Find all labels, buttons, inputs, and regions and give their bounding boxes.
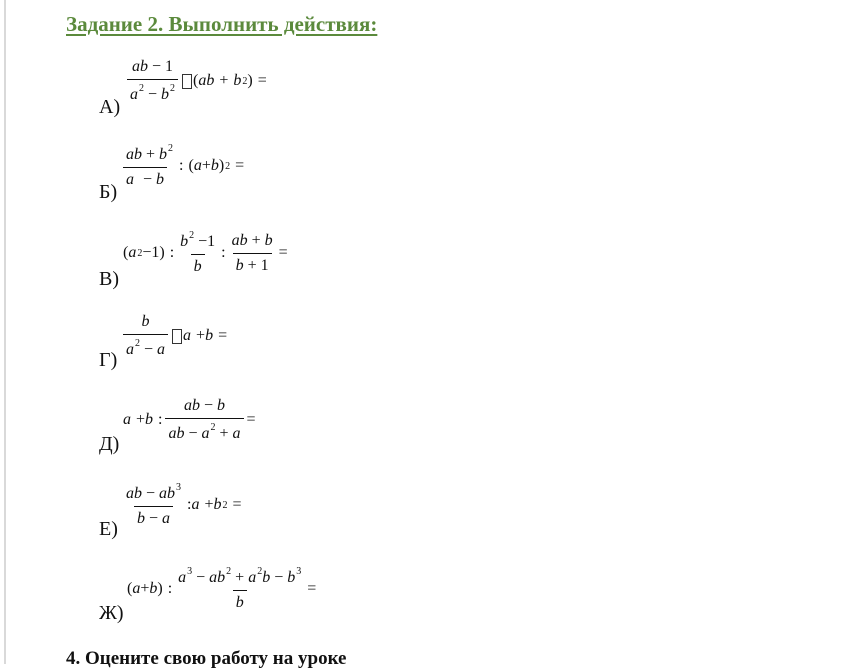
problem-zh — [0, 566, 864, 646]
fraction: $\frac{ab - ab^3}{b - a}$ — [126, 482, 182, 527]
fraction: $\frac{ab - b}{ab - a^2 + a}$ — [165, 397, 243, 443]
expression-e: $\frac{ab - ab^3}{b - a}$ : a + b 2 = — [120, 482, 242, 528]
next-section-heading: 4. Оцените свою работу на уроке — [66, 648, 347, 669]
expression-g: $\frac{b}{a^2 - a}$ a + b = — [120, 313, 227, 359]
fraction: $\frac{b}{a^2 - a}$ — [123, 313, 168, 359]
fraction: $\frac{ab - 1}{a^2 - b^2}$ — [127, 58, 178, 104]
problem-g — [0, 313, 864, 393]
problem-a — [0, 58, 864, 138]
expression-zh: ( a + b ) : $\frac{a^3 - ab^2 + a^2b - b^3}{b}$ = — [127, 566, 317, 611]
problem-label: Е) — [99, 518, 118, 540]
missing-glyph-box — [172, 329, 182, 344]
expression-d: a + b : $\frac{ab - b}{ab - a^2 + a}$ = — [123, 397, 256, 442]
missing-glyph-box — [182, 74, 192, 89]
expression-a: $\frac{ab - 1}{a^2 - b^2}$ ( ab + b 2 ) = — [124, 58, 267, 104]
problem-label: Д) — [99, 433, 120, 455]
problem-v — [0, 228, 864, 308]
expression-b: $\frac{ab + b^2}{a - b}$ : ( a + b ) 2 = — [120, 143, 244, 189]
problem-label: В) — [99, 268, 119, 290]
expression-v: ( a 2 − 1 ) : $\frac{b^2 -1}{b}$ : $\frac{ab + b}{b + 1}$ = — [123, 230, 288, 275]
problem-b — [0, 143, 864, 223]
problem-label: Г) — [99, 349, 118, 371]
problem-e — [0, 482, 864, 562]
task-title: Задание 2. Выполнить действия: — [66, 12, 378, 36]
problem-d — [0, 397, 864, 477]
problem-label: Ж) — [99, 602, 124, 624]
fraction: $\frac{a^3 - ab^2 + a^2b - b^3}{b}$ — [178, 566, 302, 611]
problem-label: Б) — [99, 181, 118, 203]
fraction: $\frac{ab + b}{b + 1}$ — [231, 231, 273, 274]
fraction: $\frac{ab + b^2}{a - b}$ — [123, 143, 176, 189]
problem-label: А) — [99, 96, 121, 118]
fraction: $\frac{b^2 -1}{b}$ — [180, 230, 216, 275]
